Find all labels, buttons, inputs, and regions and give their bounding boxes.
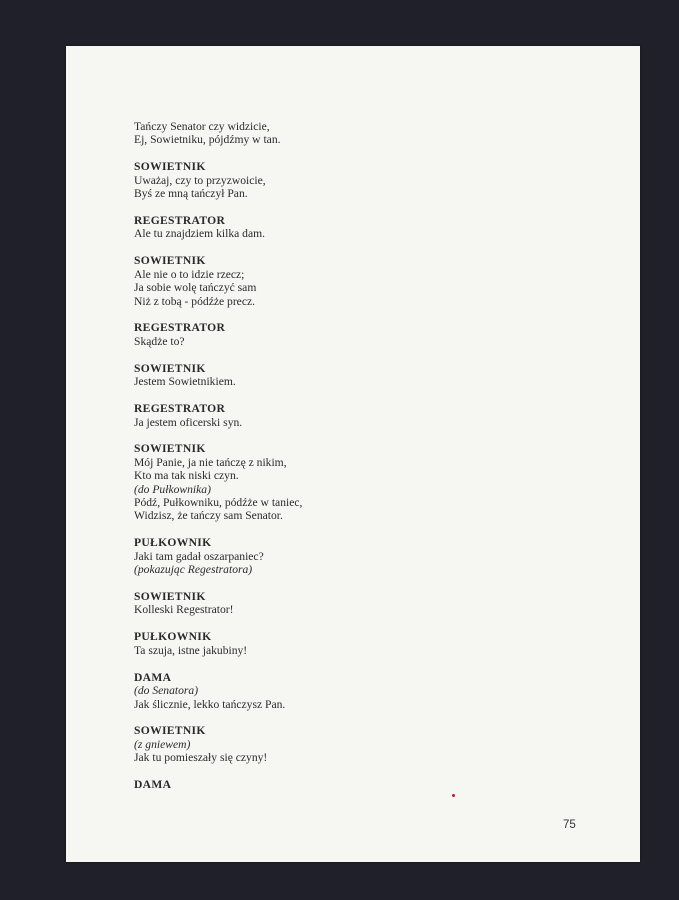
verse-line: Widzisz, że tańczy sam Senator. bbox=[134, 509, 283, 523]
dialogue-block bbox=[134, 254, 554, 308]
speaker-name: DAMA bbox=[134, 778, 172, 792]
speaker-name: SOWIETNIK bbox=[134, 724, 206, 738]
verse-line: Byś ze mną tańczył Pan. bbox=[134, 187, 248, 201]
verse-line: Niż z tobą - pódźże precz. bbox=[134, 294, 256, 308]
speaker-name: REGESTRATOR bbox=[134, 321, 226, 335]
verse-line: Uważaj, czy to przyzwoicie, bbox=[134, 173, 266, 187]
speaker-name: PUŁKOWNIK bbox=[134, 536, 212, 550]
verse-line: Tańczy Senator czy widzicie, bbox=[134, 120, 270, 133]
dialogue-block bbox=[134, 536, 554, 576]
speaker-name: SOWIETNIK bbox=[134, 590, 206, 604]
stage-direction: (do Pułkownika) bbox=[134, 482, 211, 496]
speaker-name: SOWIETNIK bbox=[134, 442, 206, 456]
verse-line: Ej, Sowietniku, pójdźmy w tan. bbox=[134, 133, 281, 147]
stage-direction: (do Senatora) bbox=[134, 684, 199, 698]
verse-line: Jestem Sowietnikiem. bbox=[134, 375, 236, 389]
dialogue-block bbox=[134, 778, 554, 791]
verse-line: Skądże to? bbox=[134, 334, 185, 348]
document-page bbox=[66, 46, 640, 862]
verse-line: Jak ślicznie, lekko tańczysz Pan. bbox=[134, 697, 286, 711]
stage-direction: (pokazując Regestratora) bbox=[134, 563, 253, 577]
verse-line: Ta szuja, istne jakubiny! bbox=[134, 643, 248, 657]
drama-text bbox=[134, 120, 554, 805]
dialogue-block bbox=[134, 442, 554, 522]
verse-line: Mój Panie, ja nie tańczę z nikim, bbox=[134, 455, 287, 469]
verse-line: Pódź, Pułkowniku, pódźże w taniec, bbox=[134, 496, 303, 510]
verse-line: Kto ma tak niski czyn. bbox=[134, 469, 239, 483]
speaker-name: REGESTRATOR bbox=[134, 214, 226, 228]
dialogue-block bbox=[134, 724, 554, 764]
speaker-name: SOWIETNIK bbox=[134, 361, 206, 375]
dialogue-block bbox=[134, 160, 554, 200]
verse-line: Ale tu znajdziem kilka dam. bbox=[134, 227, 266, 241]
speaker-name: DAMA bbox=[134, 670, 172, 684]
dialogue-block bbox=[134, 362, 554, 389]
dialogue-block bbox=[134, 214, 554, 241]
dialogue-block bbox=[134, 671, 554, 711]
speaker-name: PUŁKOWNIK bbox=[134, 630, 212, 644]
page-number: 75 bbox=[563, 819, 576, 831]
verse-line: Ja sobie wolę tańczyć sam bbox=[134, 281, 257, 295]
dialogue-block bbox=[134, 120, 554, 147]
verse-line: Ale nie o to idzie rzecz; bbox=[134, 267, 245, 281]
verse-line: Ja jestem oficerski syn. bbox=[134, 415, 243, 429]
speaker-name: REGESTRATOR bbox=[134, 402, 226, 416]
verse-line: Jaki tam gadał oszarpaniec? bbox=[134, 549, 264, 563]
dialogue-block bbox=[134, 590, 554, 617]
speaker-name: SOWIETNIK bbox=[134, 160, 206, 174]
stage-direction: (z gniewem) bbox=[134, 737, 191, 751]
dialogue-block bbox=[134, 321, 554, 348]
dialogue-block bbox=[134, 630, 554, 657]
ink-speck bbox=[452, 794, 455, 797]
speaker-name: SOWIETNIK bbox=[134, 254, 206, 268]
verse-line: Jak tu pomieszały się czyny! bbox=[134, 751, 268, 765]
dialogue-block bbox=[134, 402, 554, 429]
verse-line: Kolleski Regestrator! bbox=[134, 603, 234, 617]
